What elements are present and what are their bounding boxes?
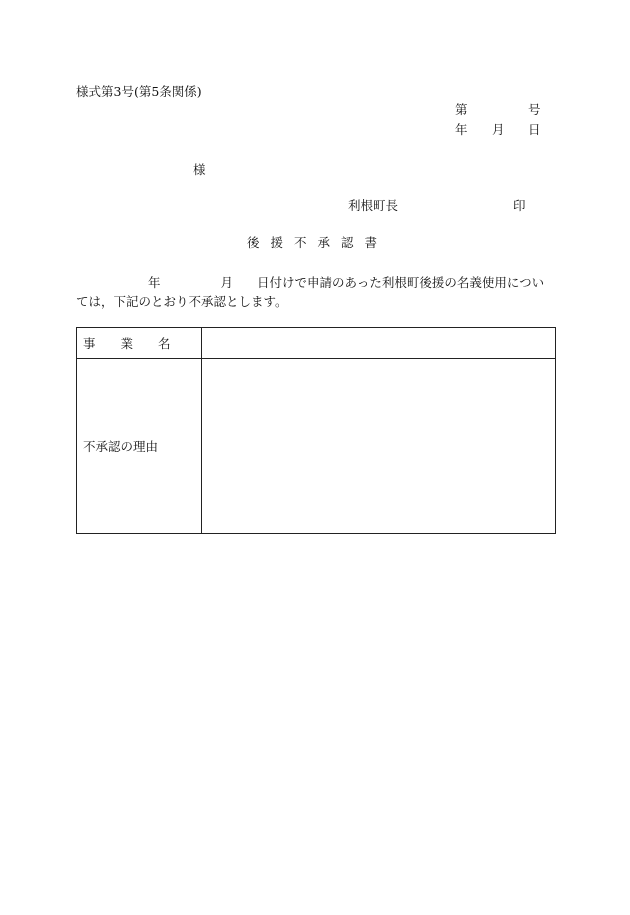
project-name-value bbox=[202, 328, 556, 359]
document-title: 後援不承認書 bbox=[247, 235, 389, 250]
seal-mark: 印 bbox=[513, 198, 526, 213]
project-name-label: 事 業 名 bbox=[77, 328, 202, 359]
body-text: 日付けで申請のあった利根町後援の名義使用については，下記のとおり不承認とします。 bbox=[76, 275, 545, 309]
addressee-honorific: 様 bbox=[193, 162, 206, 177]
body-paragraph bbox=[76, 273, 556, 311]
rejection-reason-label: 不承認の理由 bbox=[77, 359, 202, 534]
date-day: 日 bbox=[528, 122, 541, 137]
doc-number-prefix: 第 bbox=[455, 102, 468, 117]
rejection-reason-value bbox=[202, 359, 556, 534]
form-table bbox=[76, 327, 556, 534]
form-number: 様式第3号(第5条関係) bbox=[76, 84, 202, 99]
body-year: 年 bbox=[148, 275, 161, 290]
doc-number-suffix: 号 bbox=[528, 102, 541, 117]
date-year: 年 bbox=[455, 122, 468, 137]
body-month: 月 bbox=[220, 275, 234, 290]
issuer-name: 利根町長 bbox=[348, 198, 399, 213]
table-row bbox=[77, 328, 556, 359]
date-month: 月 bbox=[492, 122, 505, 137]
table-row bbox=[77, 359, 556, 534]
